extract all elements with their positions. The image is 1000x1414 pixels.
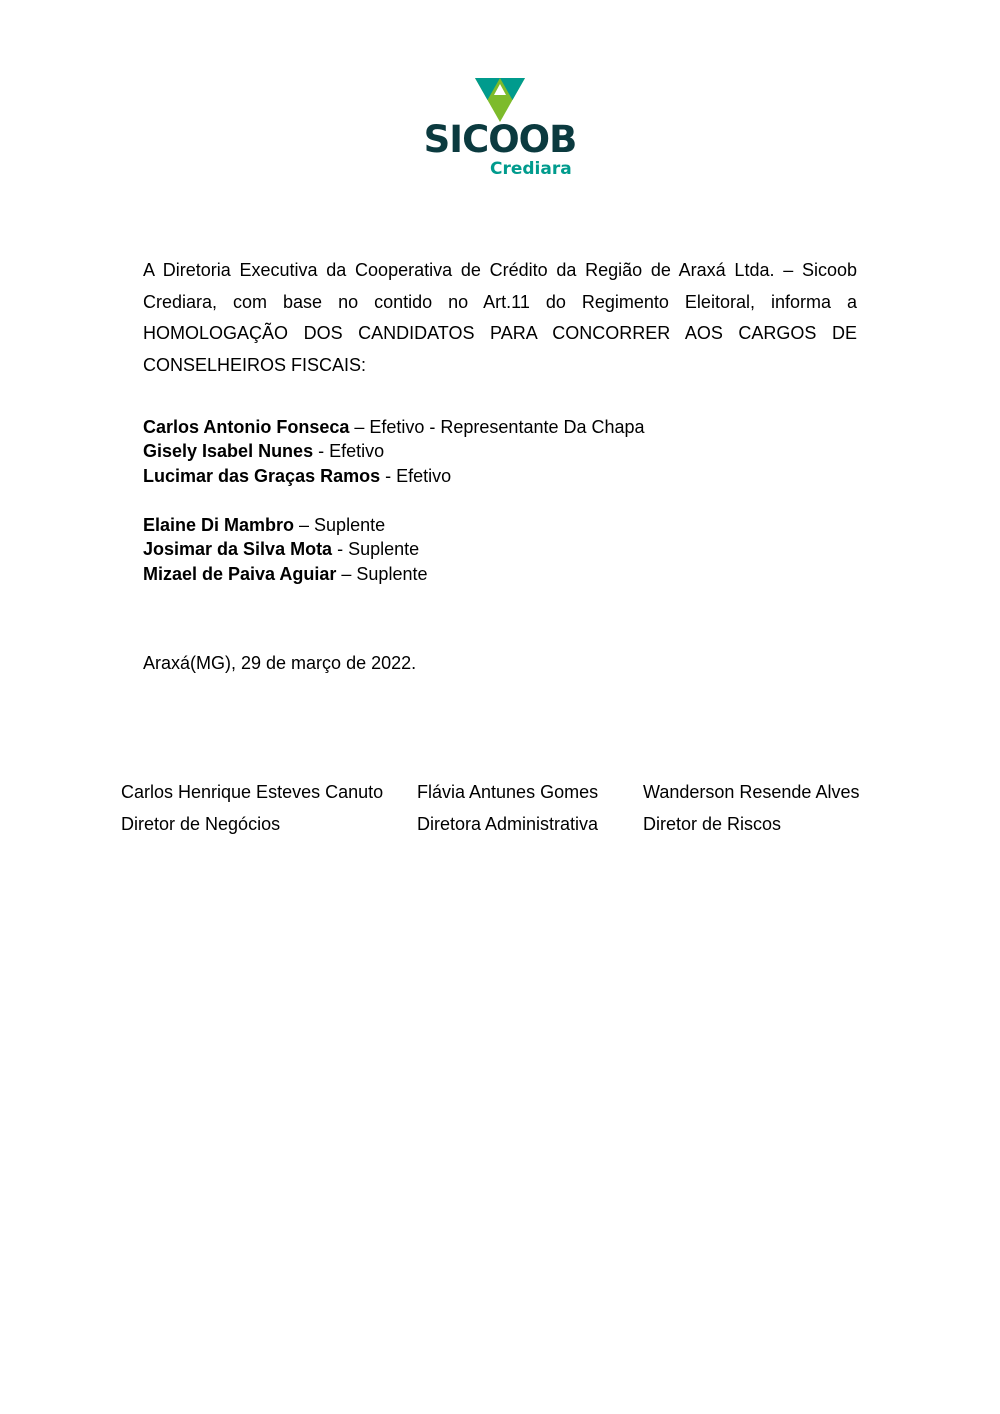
signatory-name: Flávia Antunes Gomes [417, 782, 599, 802]
sicoob-logo [400, 76, 600, 186]
logo-subname: Crediara [490, 159, 572, 179]
signature-block-2 [417, 776, 598, 840]
list-item [143, 439, 857, 463]
candidate-role: - Efetivo [380, 465, 452, 486]
list-item [143, 513, 857, 537]
candidate-role: – Suplente [294, 515, 386, 535]
intro-paragraph: A Diretoria Executiva da Cooperativa de Crédito da Região de Araxá Ltda. – Sicoob Crediara, com base no contido no Art.11 do Regimento Eleitoral, informa a HOMOLOGAÇÃO DOS CANDIDATOS PARA CONCORRER AOS CARGOS DE CONSELHEIROS FISCAIS: [143, 260, 857, 375]
efetivos-list [143, 415, 857, 488]
list-item [143, 562, 857, 586]
signatory-title: Diretora Administrativa [417, 814, 599, 834]
candidate-role: - Efetivo [313, 441, 385, 462]
candidate-name: Mizael de Paiva Aguiar [143, 563, 337, 584]
list-item [143, 415, 857, 439]
list-item [143, 464, 857, 488]
suplentes-list [143, 513, 857, 586]
signature-block-1 [121, 776, 383, 840]
signatory-title: Diretor de Riscos [643, 814, 782, 834]
candidate-name: Josimar da Silva Mota [143, 539, 333, 560]
date-line: Araxá(MG), 29 de março de 2022. [143, 653, 417, 673]
candidate-role: – Efetivo - Representante Da Chapa [349, 417, 645, 437]
signatory-name: Carlos Henrique Esteves Canuto [121, 782, 384, 802]
candidate-name: Lucimar das Graças Ramos [143, 465, 381, 486]
logo-name: SICOOB [423, 118, 577, 161]
list-item [143, 537, 857, 561]
signature-block-3 [643, 776, 859, 840]
sicoob-triangle-icon [475, 78, 525, 122]
candidate-name: Elaine Di Mambro [143, 515, 295, 535]
signatory-title: Diretor de Negócios [121, 814, 281, 834]
candidate-name: Carlos Antonio Fonseca [143, 417, 350, 437]
candidate-role: - Suplente [332, 539, 420, 560]
signatory-name: Wanderson Resende Alves [643, 782, 860, 802]
candidate-role: – Suplente [336, 563, 428, 584]
candidate-name: Gisely Isabel Nunes [143, 441, 314, 462]
